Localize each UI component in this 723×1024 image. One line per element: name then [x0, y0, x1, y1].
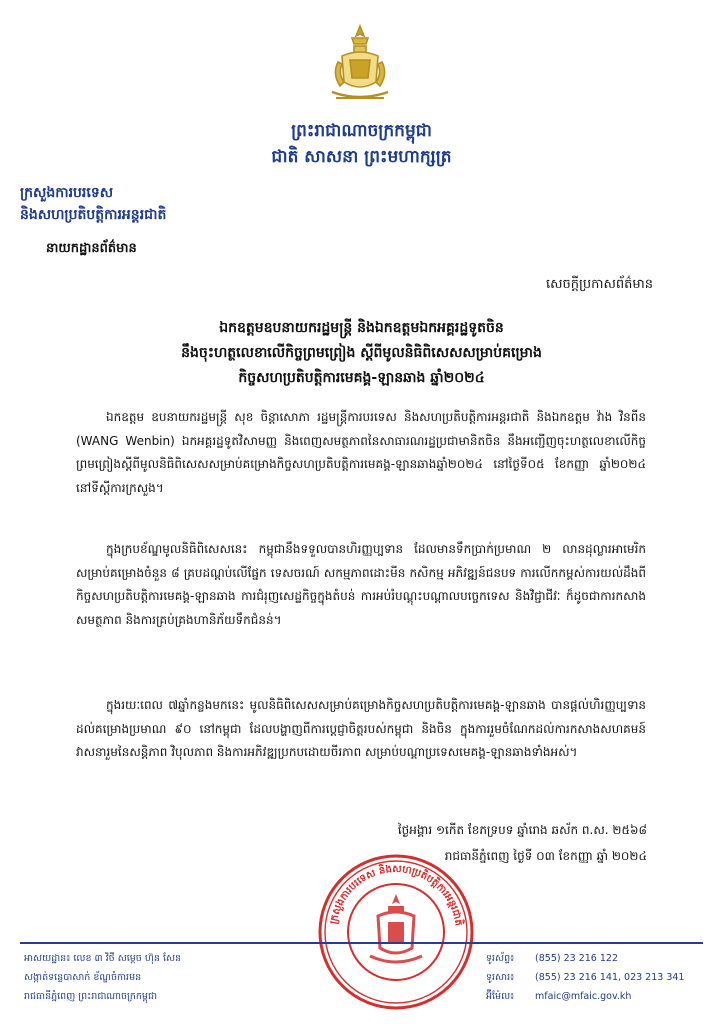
footer-divider: [20, 942, 703, 944]
footer-email: [486, 990, 631, 1004]
footer-address-line2: សង្កាត់ទន្លេបាសាក់ ខ័ណ្ឌចំការមន: [24, 972, 142, 983]
department-name: នាយកដ្ឋានព័ត៌មាន: [46, 241, 137, 256]
email-value[interactable]: mfaic@mfaic.gov.kh: [535, 991, 632, 1002]
title-line3: កិច្ចសហប្រតិបត្តិការមេគង្គ-ឡានឆាង ឆ្នាំ២០២៤: [238, 370, 485, 386]
ministry-seal-stamp-icon: [316, 852, 476, 1012]
body-paragraph-3: ក្នុងរយៈពេល ៧ឆ្នាំកន្លងមកនេះ មូលនិធិពិសេសសម្រាប់គម្រោងកិច្ចសហប្រតិបត្តិការមេគង្គ-ឡានឆាង បានផ្តល់ហិរញ្ញប្បទានដល់គម្រោងប្រមាណ ៩០ នៅកម្ពុជា ដែលបង្ហាញពីការប្តេជ្ញាចិត្តរបស់កម្ពុជា និងចិន ក្នុងការរួមចំណែកដល់ការកសាងសហគមន៍វាសនារួមនៃសន្តិភាព វិបុលភាព និងការអភិវឌ្ឍប្រកបដោយចីរភាព សម្រាប់បណ្តាប្រទេសមេគង្គ-ឡានឆាងទាំងអស់។: [76, 698, 646, 759]
fax-label: ទូរសារ៖: [486, 972, 515, 983]
body-paragraph-2: ក្នុងក្របខ័ណ្ឌមូលនិធិពិសេសនេះ កម្ពុជានឹងទទួលបានហិរញ្ញប្បទាន ដែលមានទឹកប្រាក់ប្រមាណ ២ លានដុល្លារអាមេរិក សម្រាប់គម្រោងចំនួន ៨ គ្របដណ្តប់លើផ្នែក ទេសចរណ៍ សកម្មភាពដោះមីន កសិកម្ម អភិវឌ្ឍន៍ជនបទ ការលើកកម្ពស់ការយល់ដឹងពីកិច្ចសហប្រតិបត្តិការមេគង្គ-ឡានឆាង ការជំរុញសេដ្ឋកិច្ចក្នុងតំបន់ ការអប់រំបណ្តុះបណ្តាលបច្ចេកទេស និងវិជ្ជាជីវៈ ក៏ដូចជាការកសាងសមត្ថភាព និងការគ្រប់គ្រងហានិភ័យទឹកជំនន់។: [76, 542, 646, 627]
phone-value: (855) 23 216 122: [535, 953, 618, 964]
footer-address-line3: រាជធានីភ្នំពេញ ព្រះរាជាណាចក្រកម្ពុជា: [24, 991, 157, 1002]
national-motto: ជាតិ សាសនា ព្រះមហាក្សត្រ: [271, 147, 452, 167]
royal-coat-of-arms-icon: [318, 22, 402, 106]
phone-label: ទូរស័ព្ទ៖: [486, 953, 515, 964]
solar-date: រាជធានីភ្នំពេញ ថ្ងៃទី ០៣ ខែកញ្ញា ឆ្នាំ ២០២៤: [444, 849, 647, 863]
body-paragraph-1: ឯកឧត្តម ឧបនាយករដ្ឋមន្ត្រី សុខ ចិន្តាសោភា រដ្ឋមន្ត្រីការបរទេស និងសហប្រតិបត្តិការអន្តរជាតិ និងឯកឧត្តម វ៉ាង វិនពីន (WANG Wenbin) ឯកអគ្គរដ្ឋទូតវិសាមញ្ញ និងពេញសមត្ថភាពនៃសាធារណរដ្ឋប្រជាមានិតចិន នឹងអញ្ជើញចុះហត្ថលេខាលើកិច្ចព្រមព្រៀងស្តីពីមូលនិធិពិសេសសម្រាប់គម្រោងកិច្ចសហប្រតិបត្តិការមេគង្គ-ឡានឆាងឆ្នាំ២០២៤ នៅថ្ងៃទី០៥ ខែកញ្ញា ឆ្នាំ២០២៤ នៅទីស្តីការក្រសួង។: [76, 410, 646, 495]
footer-fax: [486, 971, 684, 985]
fax-value: (855) 23 216 141, 023 213 341: [535, 972, 685, 983]
title-line2: នឹងចុះហត្ថលេខាលើកិច្ចព្រមព្រៀង ស្តីពីមូលនិធិពិសេសសម្រាប់គម្រោង: [181, 345, 542, 361]
ministry-name-line2: និងសហប្រតិបត្តិការអន្តរជាតិ: [20, 207, 167, 223]
lunar-date: ថ្ងៃអង្គារ ១កើត ខែភទ្របទ ឆ្នាំរោង ឆស័ក ព.ស. ២៥៦៨: [397, 823, 647, 837]
seal-ring-text: ក្រសួងការបរទេស និងសហប្រតិបត្តិការអន្តរជាតិ: [328, 863, 464, 927]
ministry-name-line1: ក្រសួងការបរទេស: [20, 185, 114, 201]
email-label: អ៊ីម៉ែល៖: [486, 991, 515, 1002]
footer-address-line1: អាសយដ្ឋាន៖ លេខ ៣ វិថី សម្តេច ហ៊ុន សែន: [24, 953, 182, 964]
footer-phone: [486, 952, 618, 966]
title-line1: ឯកឧត្តមឧបនាយករដ្ឋមន្ត្រី និងឯកឧត្តមឯកអគ្គរដ្ឋទូតចិន: [219, 320, 504, 336]
kingdom-name: ព្រះរាជាណាចក្រកម្ពុជា: [291, 121, 432, 141]
document-type: សេចក្តីប្រកាសព័ត៌មាន: [545, 277, 653, 292]
